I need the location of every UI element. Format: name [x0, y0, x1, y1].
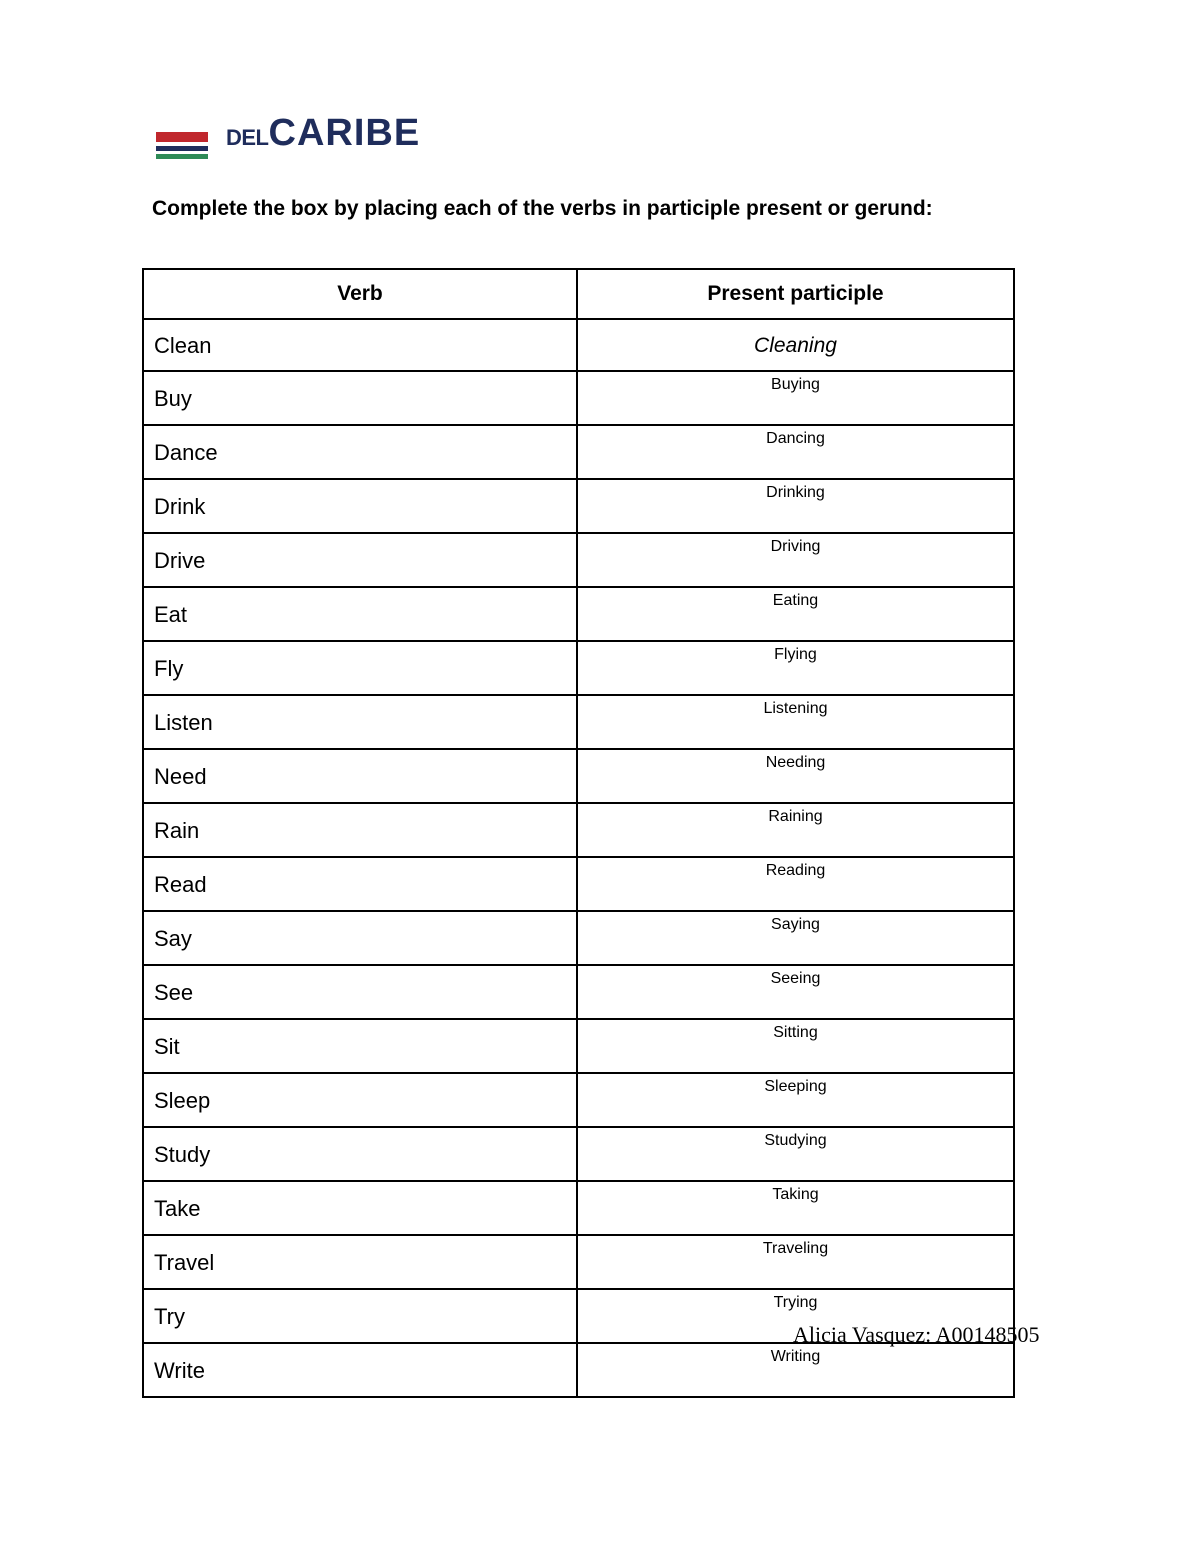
table-row [143, 749, 1014, 803]
table-row [143, 1343, 1014, 1397]
table-row [143, 1127, 1014, 1181]
verb-cell: Sit [143, 1019, 577, 1073]
student-signature: Alicia Vasquez: A00148505 [793, 1322, 1040, 1347]
participle-cell: Drinking [577, 479, 1014, 533]
logo-text [226, 114, 420, 152]
table-row [143, 965, 1014, 1019]
verbs-table [142, 268, 1015, 1398]
participle-cell: Traveling [577, 1235, 1014, 1289]
participle-cell: Saying [577, 911, 1014, 965]
verb-cell: Fly [143, 641, 577, 695]
instruction-heading: Complete the box by placing each of the verbs in participle present or gerund: [152, 197, 933, 220]
table-row [143, 587, 1014, 641]
verb-cell: Study [143, 1127, 577, 1181]
participle-cell: Writing [577, 1343, 1014, 1397]
verb-cell: Dance [143, 425, 577, 479]
participle-cell: Buying [577, 371, 1014, 425]
verb-cell: Drive [143, 533, 577, 587]
table-row [143, 533, 1014, 587]
table-row [143, 371, 1014, 425]
table-row [143, 1235, 1014, 1289]
verb-cell: Clean [143, 319, 577, 371]
verb-cell: Read [143, 857, 577, 911]
table-row [143, 857, 1014, 911]
verb-cell: Write [143, 1343, 577, 1397]
logo [154, 112, 421, 164]
participle-cell: Seeing [577, 965, 1014, 1019]
verb-cell: Rain [143, 803, 577, 857]
participle-cell: Raining [577, 803, 1014, 857]
participle-cell: Trying [577, 1289, 1014, 1343]
header-present-participle: Present participle [577, 269, 1014, 319]
participle-cell: Studying [577, 1127, 1014, 1181]
table-row [143, 1181, 1014, 1235]
participle-cell: Sleeping [577, 1073, 1014, 1127]
logo-text-caribe: CARIBE [268, 112, 421, 154]
verb-cell: Need [143, 749, 577, 803]
table-row [143, 695, 1014, 749]
logo-text-del: DEL [226, 125, 269, 150]
verb-cell: Try [143, 1289, 577, 1343]
participle-cell: Cleaning [577, 319, 1014, 371]
table-row [143, 641, 1014, 695]
verb-cell: Buy [143, 371, 577, 425]
table-row [143, 319, 1014, 371]
table-row [143, 479, 1014, 533]
participle-cell: Needing [577, 749, 1014, 803]
verb-cell: Sleep [143, 1073, 577, 1127]
verb-cell: See [143, 965, 577, 1019]
table-row [143, 1073, 1014, 1127]
verb-cell: Drink [143, 479, 577, 533]
table-body [143, 319, 1014, 1397]
table-row [143, 911, 1014, 965]
participle-cell: Flying [577, 641, 1014, 695]
verb-cell: Say [143, 911, 577, 965]
participle-cell: Dancing [577, 425, 1014, 479]
table-row [143, 425, 1014, 479]
table-row [143, 1019, 1014, 1073]
participle-cell: Sitting [577, 1019, 1014, 1073]
logo-mark-icon [154, 128, 210, 162]
participle-cell: Eating [577, 587, 1014, 641]
verb-cell: Travel [143, 1235, 577, 1289]
verb-cell: Take [143, 1181, 577, 1235]
participle-cell: Reading [577, 857, 1014, 911]
verb-cell: Listen [143, 695, 577, 749]
table-row [143, 803, 1014, 857]
table-header-row [143, 269, 1014, 319]
verb-cell: Eat [143, 587, 577, 641]
participle-cell: Driving [577, 533, 1014, 587]
participle-cell: Taking [577, 1181, 1014, 1235]
header-verb: Verb [143, 269, 577, 319]
participle-cell: Listening [577, 695, 1014, 749]
